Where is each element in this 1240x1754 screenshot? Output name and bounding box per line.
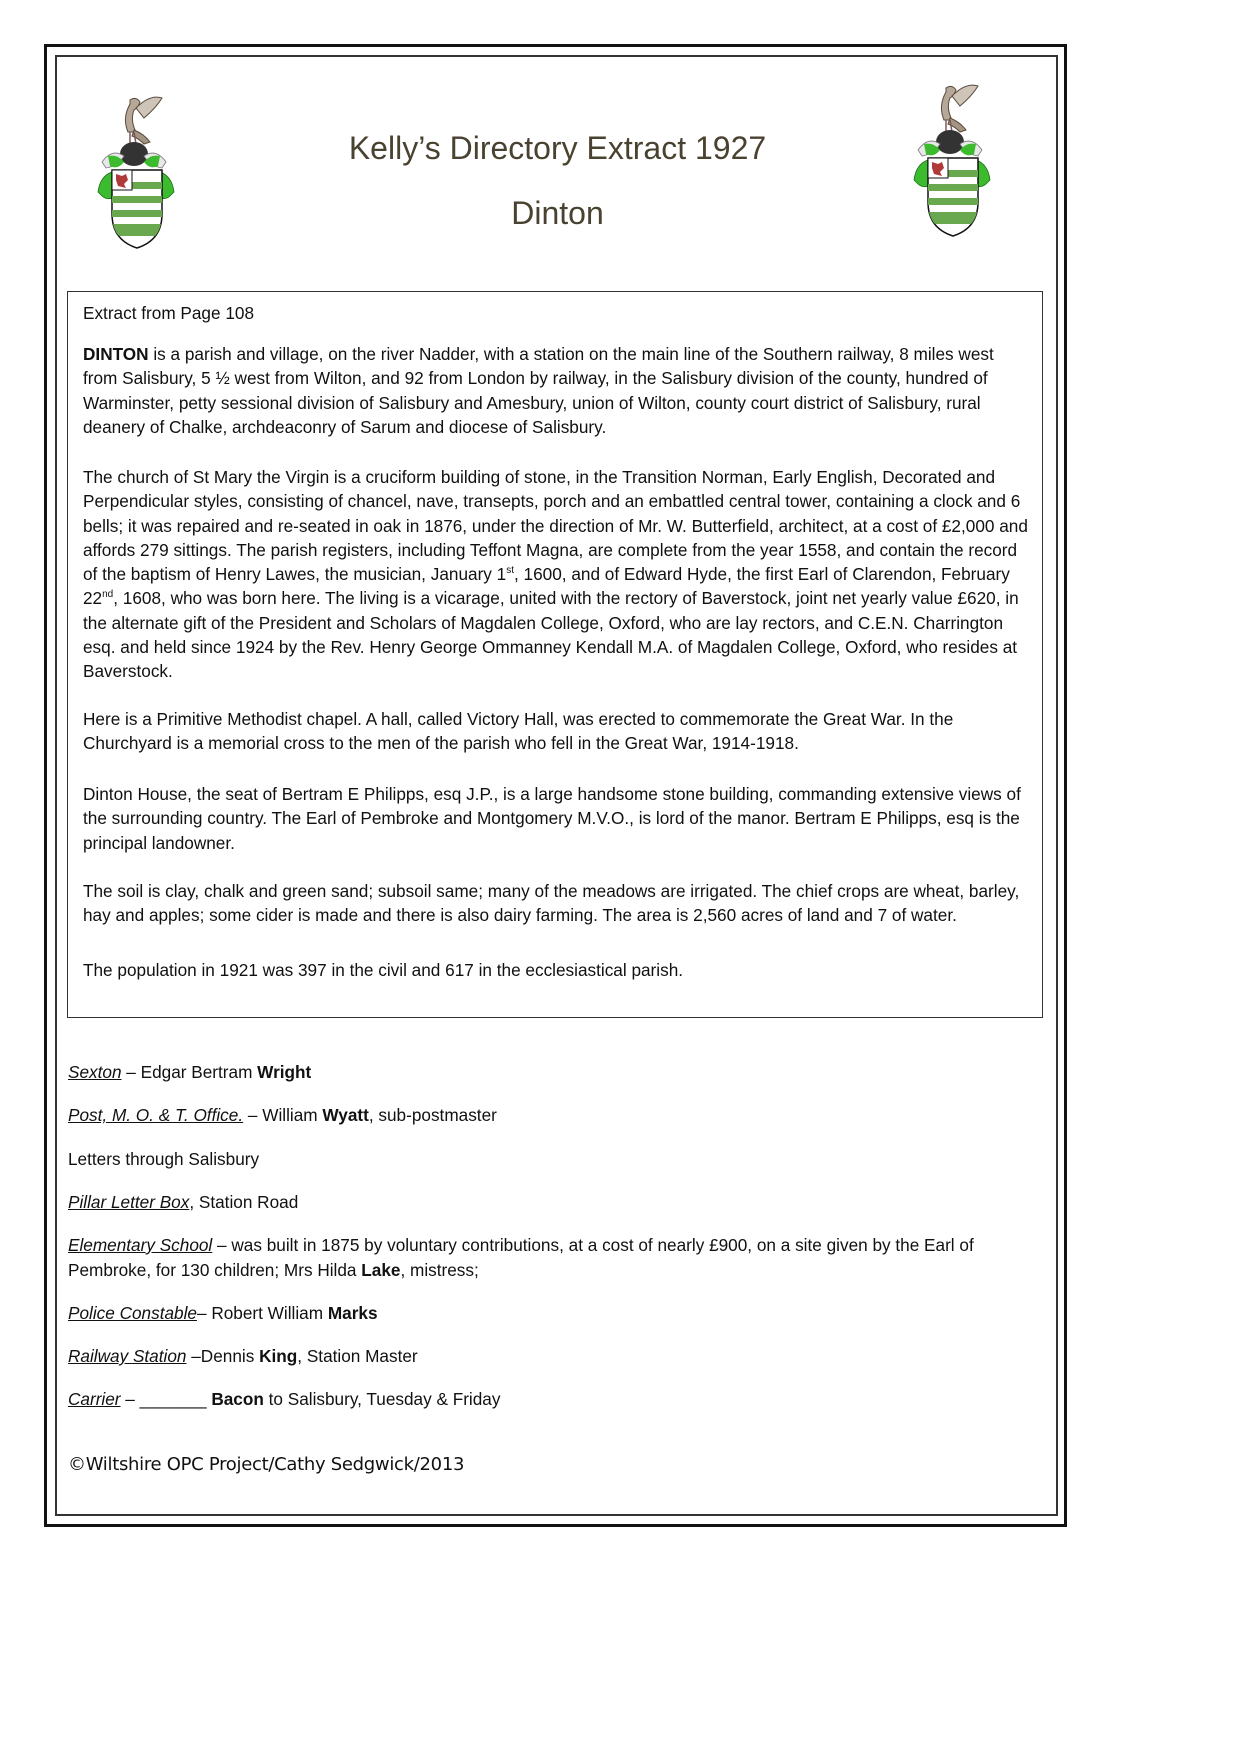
entry-school: Elementary School – was built in 1875 by voluntary contributions, at a cost of nearly £900, on a site given by the Earl of Pembroke, for 130 children; Mrs Hilda Lake, mistress; <box>68 1235 974 1280</box>
coat-of-arms-icon <box>910 80 996 260</box>
entry-police: Police Constable– Robert William Marks <box>68 1303 378 1323</box>
entry-carrier: Carrier – _______ Bacon to Salisbury, Tuesday & Friday <box>68 1389 501 1409</box>
entry-letters: Letters through Salisbury <box>68 1149 260 1169</box>
entry-pillar-box: Pillar Letter Box, Station Road <box>68 1192 299 1212</box>
place-name: DINTON <box>83 344 149 364</box>
copyright-footer: ©Wiltshire OPC Project/Cathy Sedgwick/2013 <box>68 1454 465 1475</box>
paragraph-overview: DINTON is a parish and village, on the river Nadder, with a station on the main line of the Southern railway, 8 miles west from Salisbury, 5 ½ west from Wilton, and 92 from London by railway, in the Salisbury division of the county, hundred of Warminster, petty sessional division of Salisbury and Amesbury, union of Wilton, county court district of Salisbury, rural deanery of Chalke, archdeaconry of Sarum and diocese of Salisbury. <box>83 344 994 437</box>
coat-of-arms-icon <box>94 92 180 272</box>
extract-box <box>67 291 1043 1018</box>
liver-bird-icon <box>941 85 978 132</box>
page-title: Kelly’s Directory Extract 1927 <box>348 130 767 166</box>
paragraph-chapel: Here is a Primitive Methodist chapel. A hall, called Victory Hall, was erected to commemorate the Great War. In the Churchyard is a memorial cross to the men of the parish who fell in the Great War, 1914-1918. <box>83 709 954 754</box>
paragraph-church: The church of St Mary the Virgin is a cruciform building of stone, in the Transition Norman, Early English, Decorated and Perpendicular styles, consisting of chancel, nave, transepts, porch and an embattled central tower, containing a clock and 6 bells; it was repaired and re-seated in oak in 1876, under the direction of Mr. W. Butterfield, architect, at a cost of £2,000 and affords 279 sittings. The parish registers, including Teffont Magna, are complete from the year 1558, and contain the record of the baptism of Henry Lawes, the musician, January 1st, 1600, and of Edward Hyde, the first Earl of Clarendon, February 22nd, 1608, who was born here. The living is a vicarage, united with the rectory of Baverstock, joint net yearly value £620, in the alternate gift of the President and Scholars of Magdalen College, Oxford, who are lay rectors, and C.E.N. Charrington esq. and held since 1924 by the Rev. Henry George Ommanney Kendall M.A. of Magdalen College, Oxford, who resides at Baverstock. <box>83 467 1028 682</box>
paragraph-population: The population in 1921 was 397 in the civil and 617 in the ecclesiastical parish. <box>83 960 684 980</box>
page-subtitle: Dinton <box>511 195 604 231</box>
entry-railway: Railway Station –Dennis King, Station Master <box>68 1346 418 1366</box>
entry-sexton: Sexton – Edgar Bertram Wright <box>68 1062 312 1082</box>
paragraph-dinton-house: Dinton House, the seat of Bertram E Philipps, esq J.P., is a large handsome stone building, commanding extensive views of the surrounding country. The Earl of Pembroke and Montgomery M.V.O., is lord of the manor. Bertram E Philipps, esq is the principal landowner. <box>83 784 1021 853</box>
entry-post-office: Post, M. O. & T. Office. – William Wyatt, sub-postmaster <box>68 1105 497 1125</box>
paragraph-soil: The soil is clay, chalk and green sand; subsoil same; many of the meadows are irrigated. The chief crops are wheat, barley, hay and apples; some cider is made and there is also dairy farming. The area is 2,560 acres of land and 7 of water. <box>83 881 1020 926</box>
extract-source: Extract from Page 108 <box>83 303 255 323</box>
